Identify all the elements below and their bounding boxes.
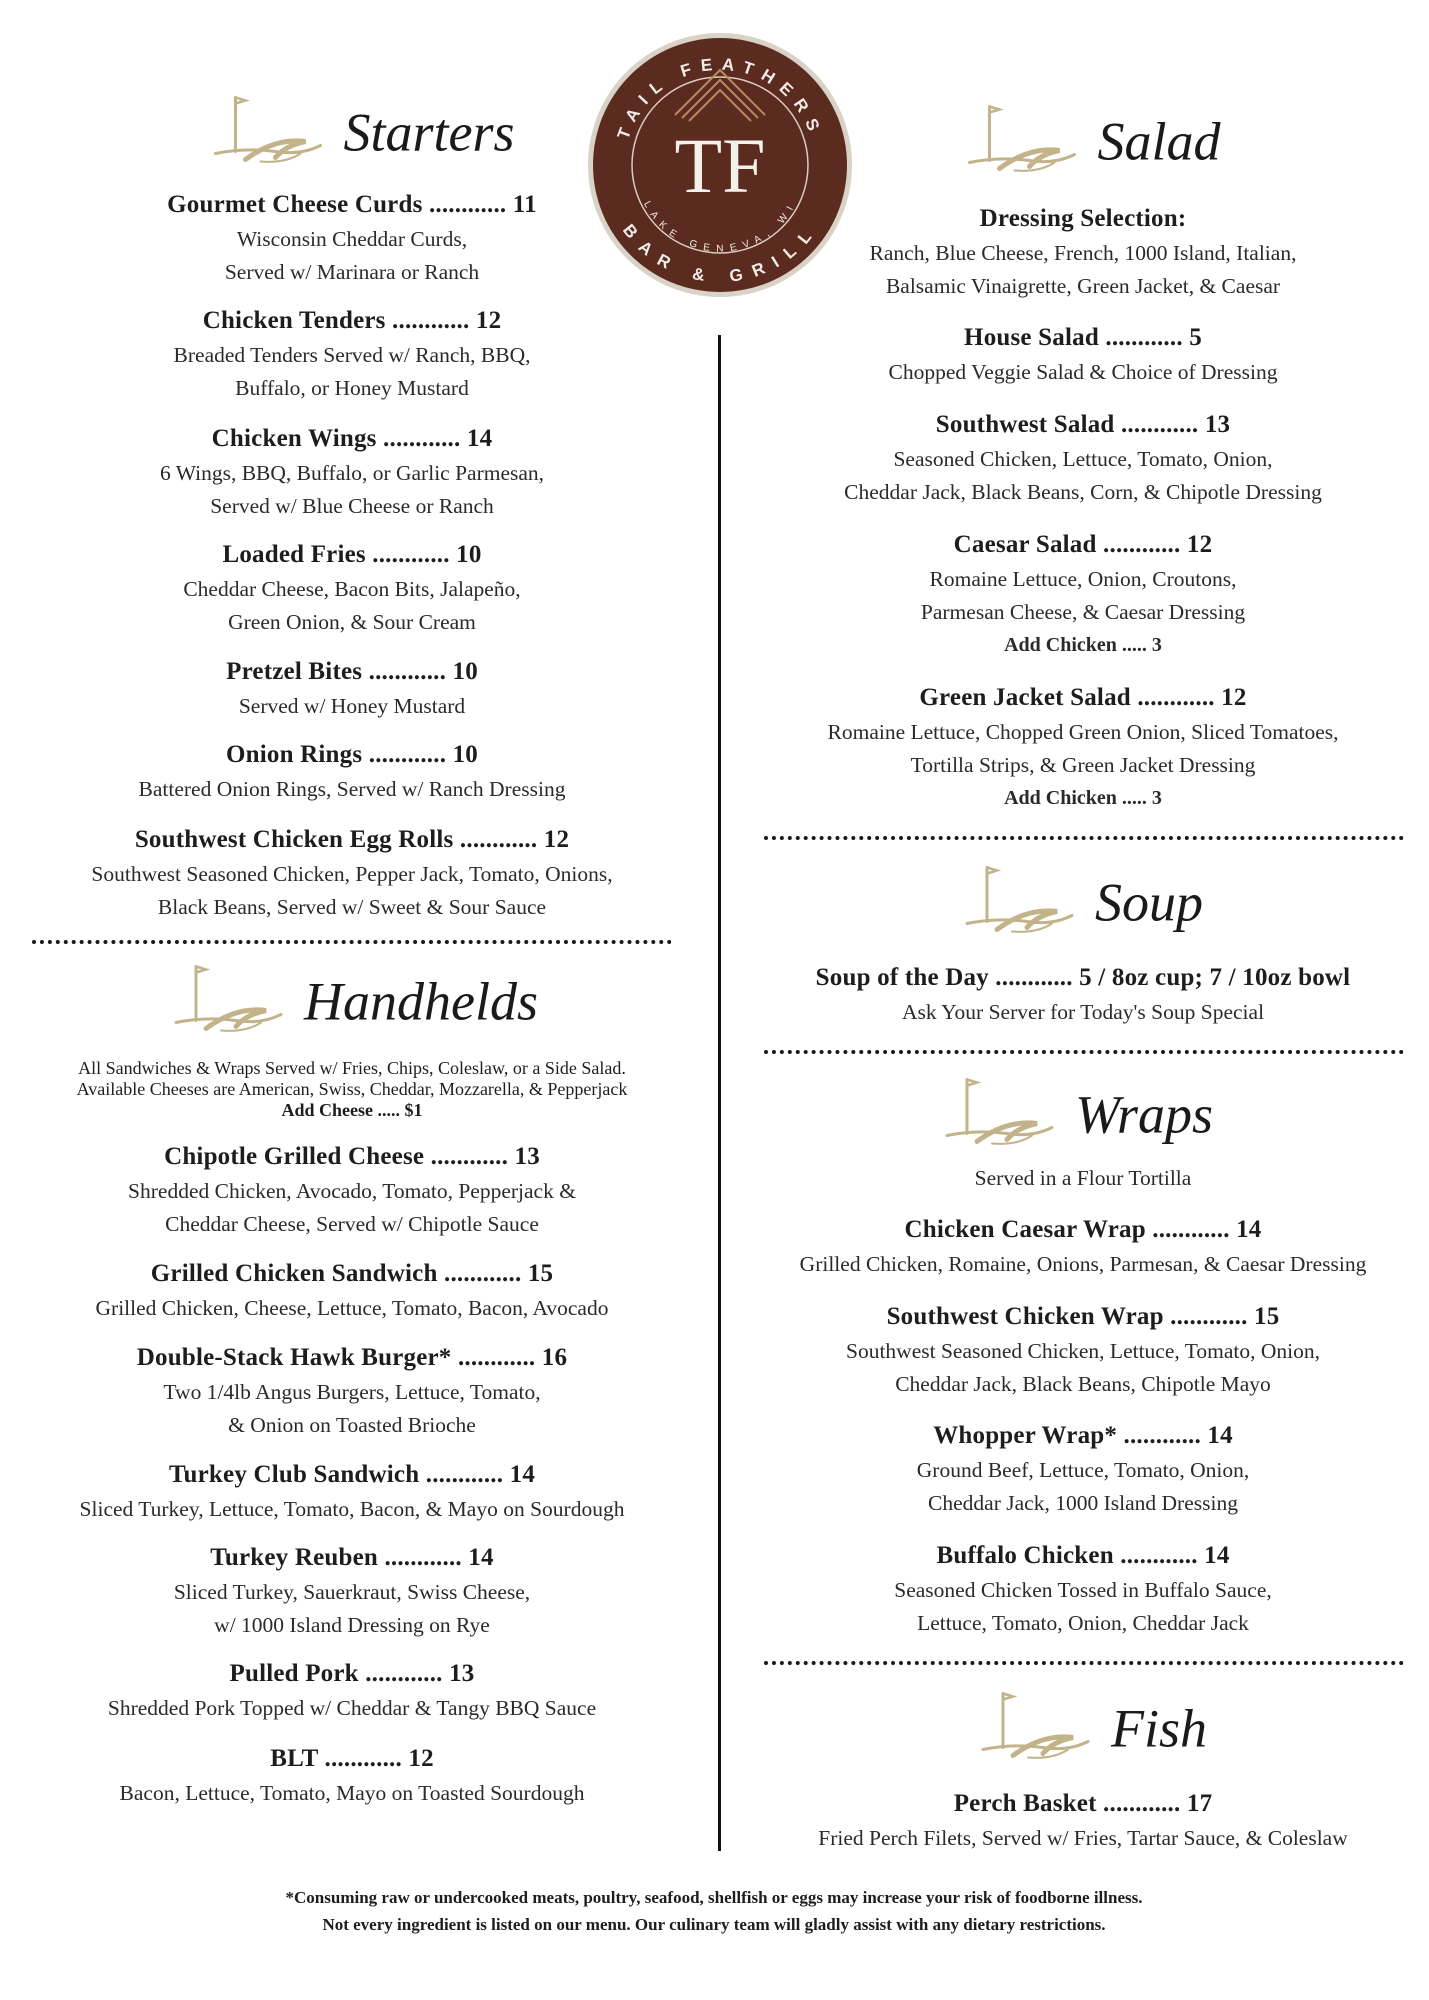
menu-item-title: Chicken Caesar Wrap ............ 14 — [904, 1216, 1262, 1243]
menu-item — [828, 680, 1339, 815]
section-divider — [764, 836, 1404, 840]
footer-disclaimer — [286, 1884, 1143, 1938]
menu-item-description: Chopped Veggie Salad & Choice of Dressing — [888, 360, 1278, 384]
menu-item — [870, 201, 1297, 303]
menu-item — [889, 320, 1278, 389]
menu-item-description: Sliced Turkey, Sauerkraut, Swiss Cheese, — [173, 1580, 531, 1604]
menu-item-description: Seasoned Chicken Tossed in Buffalo Sauce, — [894, 1578, 1272, 1602]
menu-item-description: Battered Onion Rings, Served w/ Ranch Dressing — [138, 777, 566, 801]
section-divider — [764, 1050, 1404, 1054]
menu-item-description: Bacon, Lettuce, Tomato, Mayo on Toasted Sourdough — [119, 1781, 585, 1805]
menu-item — [917, 1418, 1249, 1520]
menu-item-title: Chipotle Grilled Cheese ............ 13 — [164, 1143, 540, 1170]
menu-item-addon: Add Chicken ..... 3 — [1004, 634, 1162, 656]
menu-item — [128, 1139, 576, 1241]
logo-top-text: TAIL FEATHERS — [613, 54, 827, 142]
menu-item-title: Whopper Wrap* ............ 14 — [933, 1422, 1233, 1449]
menu-item-title: Gourmet Cheese Curds ............ 11 — [167, 191, 537, 218]
wraps-subtitle: Served in a Flour Tortilla — [974, 1166, 1192, 1190]
handhelds-heading: Handhelds — [304, 971, 538, 1031]
menu-item — [894, 1538, 1271, 1640]
menu-item — [108, 1656, 596, 1725]
bird-flag-icon — [205, 90, 325, 175]
menu-item-description: Cheddar Jack, Black Beans, Corn, & Chipotle Dressing — [844, 480, 1322, 504]
starters-heading-group — [205, 90, 514, 175]
menu-item-title: Buffalo Chicken ............ 14 — [936, 1542, 1230, 1569]
menu-item-title: Chicken Tenders ............ 12 — [202, 307, 502, 334]
menu-item-description: Black Beans, Served w/ Sweet & Sour Sauce — [157, 895, 547, 919]
menu-item — [818, 1786, 1348, 1855]
menu-item-description: Fried Perch Filets, Served w/ Fries, Tartar Sauce, & Coleslaw — [818, 1826, 1348, 1850]
menu-item — [800, 1212, 1367, 1281]
wraps-subtitle-group — [975, 1162, 1192, 1195]
menu-item-description: Romaine Lettuce, Onion, Croutons, — [929, 567, 1237, 591]
menu-item-description: Buffalo, or Honey Mustard — [235, 376, 469, 400]
menu-item — [183, 537, 520, 639]
menu-item — [174, 1540, 530, 1642]
bird-flag-icon — [957, 860, 1077, 945]
menu-item — [174, 303, 531, 405]
menu-item-description: Served w/ Honey Mustard — [238, 694, 466, 718]
wraps-heading-group — [937, 1072, 1213, 1157]
menu-item-title: House Salad ............ 5 — [964, 324, 1202, 351]
bird-flag-icon — [937, 1072, 1057, 1157]
menu-item-title: BLT ............ 12 — [270, 1745, 434, 1772]
menu-item-title: Turkey Club Sandwich ............ 14 — [168, 1461, 536, 1488]
menu-item-description: Grilled Chicken, Cheese, Lettuce, Tomato, Bacon, Avocado — [95, 1296, 609, 1320]
menu-item-title: Grilled Chicken Sandwich ............ 15 — [150, 1260, 554, 1287]
menu-item-description: Wisconsin Cheddar Curds, — [236, 227, 468, 251]
handhelds-note: Add Cheese ..... $1 — [281, 1100, 423, 1120]
menu-item-description: Ground Beef, Lettuce, Tomato, Onion, — [916, 1458, 1250, 1482]
menu-item-title: Pretzel Bites ............ 10 — [226, 658, 478, 685]
soup-heading: Soup — [1095, 872, 1203, 932]
menu-item-description: w/ 1000 Island Dressing on Rye — [214, 1613, 490, 1637]
bird-flag-icon — [166, 959, 286, 1044]
menu-item-description: Served w/ Blue Cheese or Ranch — [210, 494, 494, 518]
menu-item — [921, 527, 1245, 662]
menu-item-description: Breaded Tenders Served w/ Ranch, BBQ, — [173, 343, 531, 367]
menu-item-description: Southwest Seasoned Chicken, Lettuce, Tomato, Onion, — [845, 1339, 1321, 1363]
menu-item-description: Green Onion, & Sour Cream — [228, 610, 476, 634]
handhelds-heading-group — [166, 959, 538, 1044]
menu-item — [96, 1256, 609, 1325]
menu-item — [80, 1457, 625, 1526]
menu-item-addon: Add Chicken ..... 3 — [1004, 787, 1162, 809]
menu-item-title: Loaded Fries ............ 10 — [222, 541, 482, 568]
footer-line: Not every ingredient is listed on our menu. Our culinary team will gladly assist with any dietary restrictions. — [322, 1915, 1106, 1934]
menu-item-description: Tortilla Strips, & Green Jacket Dressing — [910, 753, 1256, 777]
logo-bottom-text: BAR & GRILL — [619, 220, 821, 287]
menu-item-title: Perch Basket ............ 17 — [953, 1790, 1213, 1817]
salad-heading-group — [959, 99, 1220, 184]
menu-item-description: Shredded Chicken, Avocado, Tomato, Pepperjack & — [128, 1179, 576, 1203]
footer-line: *Consuming raw or undercooked meats, poultry, seafood, shellfish or eggs may increase your risk of foodborne illness. — [285, 1888, 1143, 1907]
menu-item-description: Cheddar Jack, Black Beans, Chipotle Mayo — [895, 1372, 1271, 1396]
menu-item — [226, 654, 478, 723]
salad-heading: Salad — [1097, 111, 1221, 171]
menu-item-description: Southwest Seasoned Chicken, Pepper Jack, Tomato, Onions, — [91, 862, 613, 886]
menu-item-title: Double-Stack Hawk Burger* ............ 16 — [136, 1344, 568, 1371]
menu-item-title: Turkey Reuben ............ 14 — [210, 1544, 494, 1571]
fish-heading: Fish — [1110, 1698, 1208, 1758]
menu-item-description: & Onion on Toasted Brioche — [228, 1413, 476, 1437]
menu-item-description: 6 Wings, BBQ, Buffalo, or Garlic Parmesan, — [159, 461, 545, 485]
menu-item-description: Balsamic Vinaigrette, Green Jacket, & Caesar — [885, 274, 1281, 298]
menu-item-description: Cheddar Jack, 1000 Island Dressing — [928, 1491, 1238, 1515]
handhelds-note: All Sandwiches & Wraps Served w/ Fries, Chips, Coleslaw, or a Side Salad. — [78, 1058, 626, 1078]
menu-item — [846, 1299, 1320, 1401]
menu-item-description: Romaine Lettuce, Chopped Green Onion, Sliced Tomatoes, — [827, 720, 1339, 744]
bird-flag-icon — [959, 99, 1079, 184]
starters-heading: Starters — [343, 102, 515, 162]
logo-location-text: LAKE GENEVA, WI — [640, 199, 800, 256]
menu-item-title: Pulled Pork ............ 13 — [229, 1660, 475, 1687]
wraps-heading: Wraps — [1074, 1084, 1214, 1144]
menu-item-title: Caesar Salad ............ 12 — [953, 531, 1213, 558]
menu-item-description: Ask Your Server for Today's Soup Special — [901, 1000, 1265, 1024]
menu-item-description: Shredded Pork Topped w/ Cheddar & Tangy BBQ Sauce — [107, 1696, 597, 1720]
menu-item — [139, 737, 566, 806]
menu-item-title: Onion Rings ............ 10 — [226, 741, 478, 768]
menu-item-description: Sliced Turkey, Lettuce, Tomato, Bacon, & Mayo on Sourdough — [79, 1497, 625, 1521]
fish-heading-group — [973, 1686, 1207, 1771]
menu-item — [160, 421, 544, 523]
soup-heading-group — [957, 860, 1203, 945]
menu-item-description: Cheddar Cheese, Served w/ Chipotle Sauce — [165, 1212, 539, 1236]
menu-item-title: Green Jacket Salad ............ 12 — [919, 684, 1247, 711]
bird-flag-icon — [973, 1686, 1093, 1771]
menu-item-title: Southwest Salad ............ 13 — [935, 411, 1231, 438]
menu-item-description: Lettuce, Tomato, Onion, Cheddar Jack — [917, 1611, 1249, 1635]
menu-item-description: Two 1/4lb Angus Burgers, Lettuce, Tomato, — [163, 1380, 541, 1404]
menu-item-description: Grilled Chicken, Romaine, Onions, Parmesan, & Caesar Dressing — [799, 1252, 1367, 1276]
column-divider — [718, 335, 721, 1851]
menu-item-description: Seasoned Chicken, Lettuce, Tomato, Onion, — [893, 447, 1273, 471]
menu-item — [167, 187, 537, 289]
logo-monogram: TF — [674, 122, 766, 209]
menu-item-description: Cheddar Cheese, Bacon Bits, Jalapeño, — [183, 577, 521, 601]
handhelds-note: Available Cheeses are American, Swiss, Cheddar, Mozzarella, & Pepperjack — [76, 1079, 628, 1099]
menu-item — [91, 822, 612, 924]
menu-item-title: Soup of the Day ............ 5 / 8oz cup; 7 / 10oz bowl — [815, 964, 1351, 991]
menu-item-description: Served w/ Marinara or Ranch — [224, 260, 480, 284]
menu-item-title: Dressing Selection: — [979, 205, 1187, 232]
menu-item — [844, 407, 1322, 509]
menu-item-title: Chicken Wings ............ 14 — [211, 425, 493, 452]
menu-item — [816, 960, 1351, 1029]
tail-feathers-logo — [585, 30, 855, 300]
menu-item-title: Southwest Chicken Wrap ............ 15 — [886, 1303, 1280, 1330]
menu-item-title: Southwest Chicken Egg Rolls ............ 12 — [134, 826, 570, 853]
menu-item-description: Ranch, Blue Cheese, French, 1000 Island, Italian, — [869, 241, 1297, 265]
section-divider — [32, 940, 672, 944]
menu-item-description: Parmesan Cheese, & Caesar Dressing — [920, 600, 1246, 624]
menu-item — [137, 1340, 567, 1442]
section-divider — [764, 1661, 1404, 1665]
menu-item — [120, 1741, 585, 1810]
